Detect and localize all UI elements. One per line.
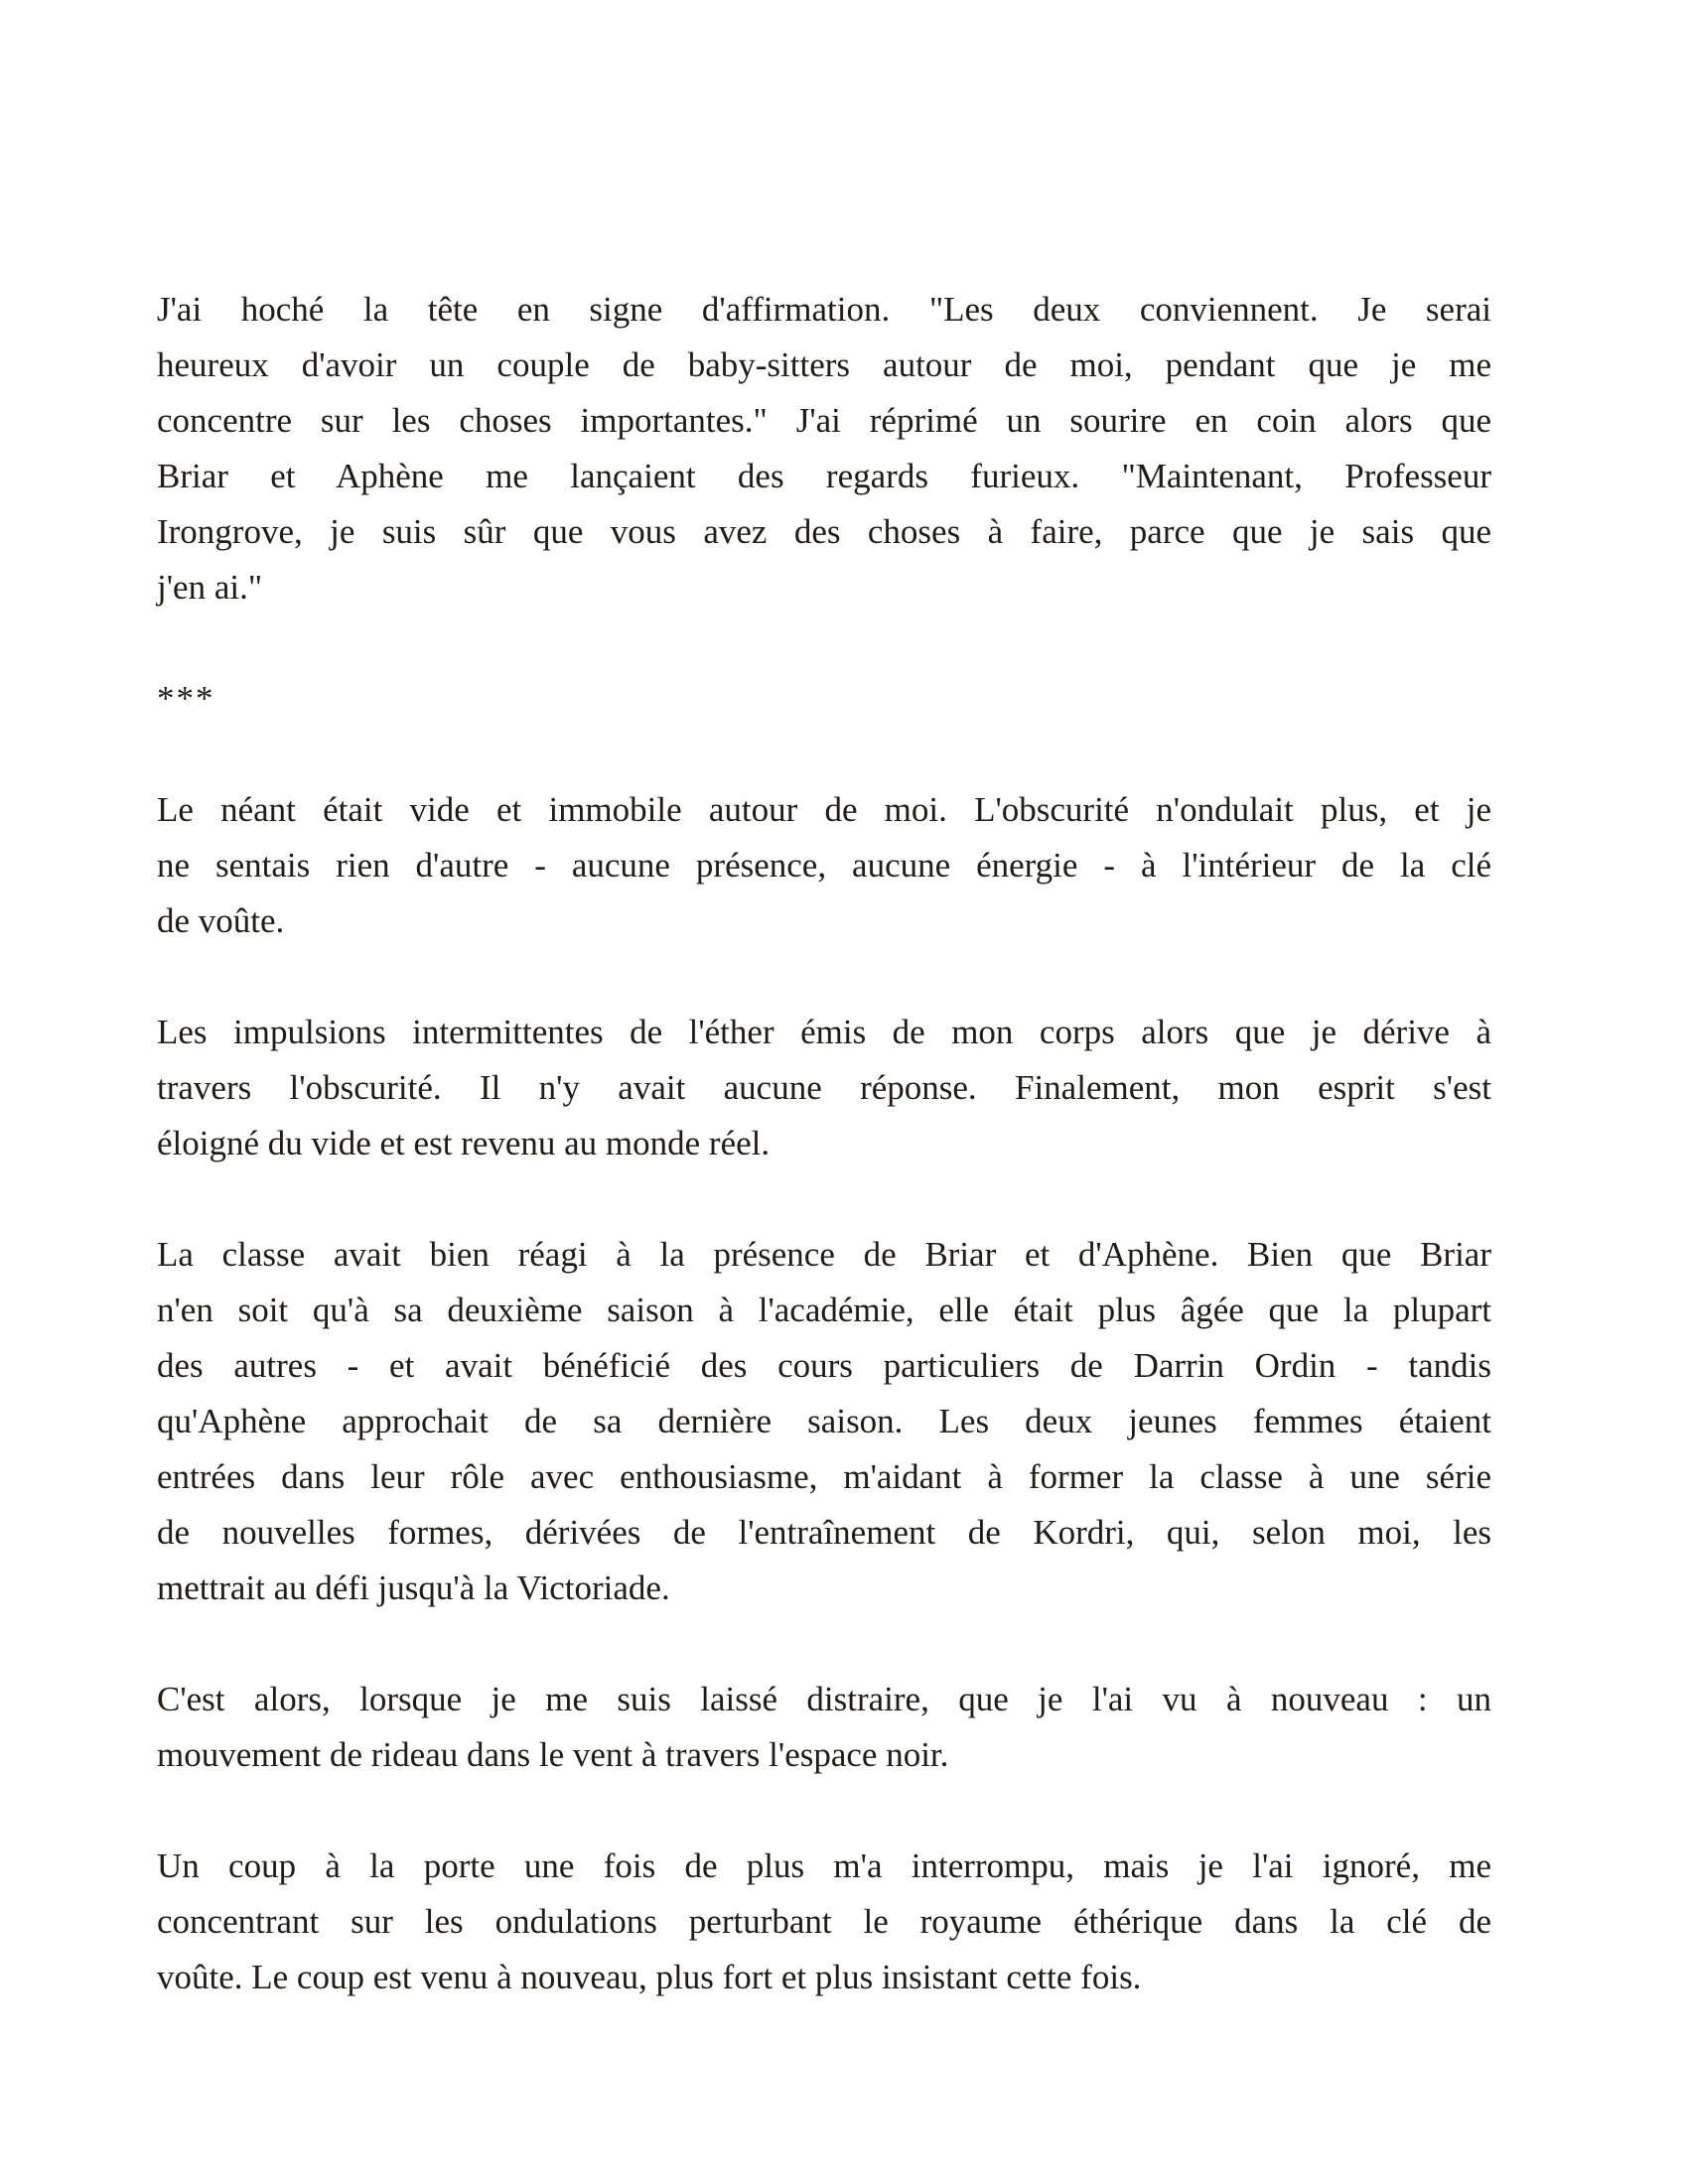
text-line: mouvement de rideau dans le vent à travers l'espace noir. [157,1735,949,1774]
text-line: travers l'obscurité. Il n'y avait aucune réponse. Finalement, mon esprit s'est [157,1068,1491,1107]
paragraph-4 [157,1227,1491,1616]
text-line: Les impulsions intermittentes de l'éther émis de mon corps alors que je dérive à [157,1013,1491,1051]
text-line: La classe avait bien réagi à la présence de Briar et d'Aphène. Bien que Briar [157,1235,1491,1274]
text-line: éloigné du vide et est revenu au monde réel. [157,1124,771,1162]
text-line: Briar et Aphène me lançaient des regards furieux. "Maintenant, Professeur [157,457,1491,495]
paragraph-1 [157,282,1491,615]
separator-line: *** [157,679,215,718]
paragraph-6 [157,1839,1491,2005]
text-line: de nouvelles formes, dérivées de l'entraînement de Kordri, qui, selon moi, les [157,1513,1491,1552]
text-line: Un coup à la porte une fois de plus m'a interrompu, mais je l'ai ignoré, me [157,1846,1491,1885]
scene-break-separator [157,671,1491,727]
paragraph-2 [157,782,1491,949]
text-line: voûte. Le coup est venu à nouveau, plus fort et plus insistant cette fois. [157,1958,1142,1996]
text-line: Le néant était vide et immobile autour de moi. L'obscurité n'ondulait plus, et je [157,790,1491,829]
text-line: j'en ai." [157,568,263,607]
paragraph-3 [157,1005,1491,1171]
text-line: concentre sur les choses importantes." J'ai réprimé un sourire en coin alors que [157,401,1491,440]
paragraph-5 [157,1672,1491,1783]
text-line: mettrait au défi jusqu'à la Victoriade. [157,1569,670,1607]
text-line: des autres - et avait bénéficié des cours particuliers de Darrin Ordin - tandis [157,1346,1491,1385]
text-line: Irongrove, je suis sûr que vous avez des choses à faire, parce que je sais que [157,512,1491,551]
text-line: qu'Aphène approchait de sa dernière saison. Les deux jeunes femmes étaient [157,1402,1491,1440]
text-line: de voûte. [157,901,285,940]
text-line: C'est alors, lorsque je me suis laissé distraire, que je l'ai vu à nouveau : un [157,1680,1491,1718]
text-line: concentrant sur les ondulations perturbant le royaume éthérique dans la clé de [157,1902,1491,1941]
page-text-block [157,282,1491,2005]
text-line: ne sentais rien d'autre - aucune présence, aucune énergie - à l'intérieur de la clé [157,846,1491,885]
text-line: n'en soit qu'à sa deuxième saison à l'académie, elle était plus âgée que la plupart [157,1291,1491,1329]
text-line: heureux d'avoir un couple de baby-sitters autour de moi, pendant que je me [157,345,1491,384]
text-line: J'ai hoché la tête en signe d'affirmation. "Les deux conviennent. Je serai [157,290,1491,329]
text-line: entrées dans leur rôle avec enthousiasme, m'aidant à former la classe à une série [157,1457,1491,1496]
